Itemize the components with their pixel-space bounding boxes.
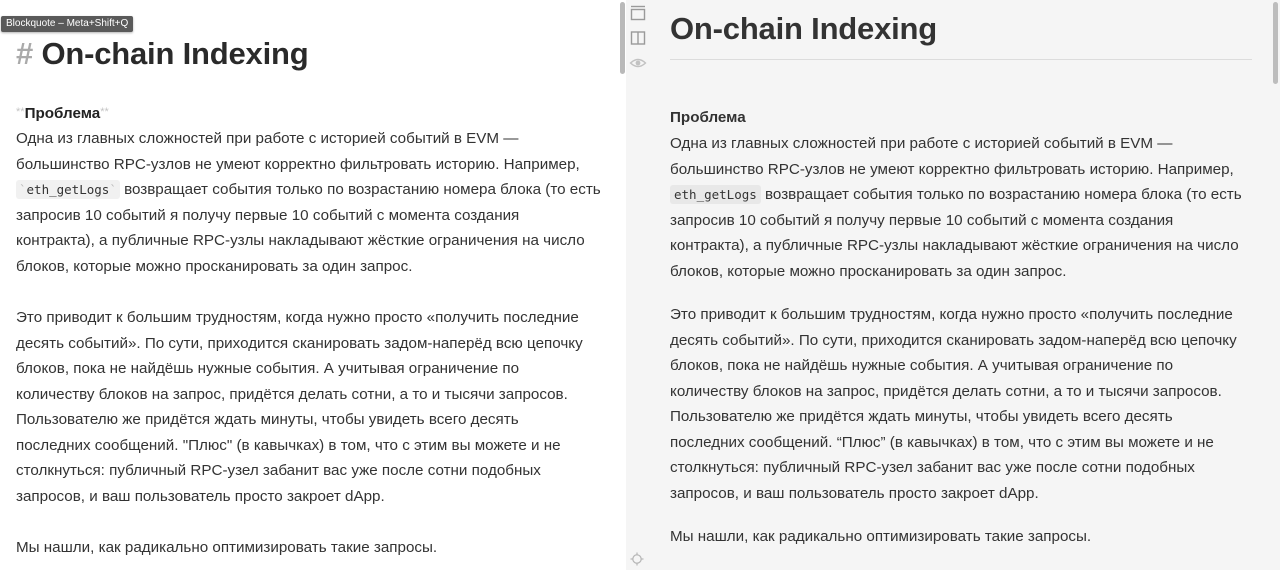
- preview-line: десять событий». По сути, приходится сканировать задом-наперёд всю цепочку: [670, 331, 1237, 349]
- heading-underline: [670, 59, 1252, 60]
- preview-line: Это приводит к большим трудностям, когда нужно просто «получить последние: [670, 306, 1233, 323]
- preview-line: большинство RPC-узлов не умеют корректно фильтровать историю. Например,: [670, 160, 1234, 178]
- editor-line: большинство RPC-узлов не умеют корректно фильтровать историю. Например,: [16, 155, 580, 173]
- preview-line: [670, 182, 1242, 208]
- inline-code-text: eth_getLogs: [26, 182, 110, 197]
- editor-line: столкнуться: публичный RPC-узел забанит вас уже после сотни подобных: [16, 462, 541, 479]
- preview-line: блоков, которые можно просканировать за один запрос.: [670, 262, 1067, 280]
- bold-marker-close: **: [100, 106, 109, 118]
- editor-paragraph-1: [16, 126, 601, 279]
- preview-scrollbar[interactable]: [1273, 2, 1278, 84]
- columns-icon[interactable]: [629, 29, 647, 47]
- editor-line: контракта), а публичные RPC-узлы накладывают жёсткие ограничения на число: [16, 232, 585, 249]
- editor-line-text: возвращает события только по возрастанию номера блока (то есть: [119, 181, 601, 198]
- editor-bold-title: Проблема: [24, 105, 101, 122]
- editor-paragraph-2: [16, 305, 583, 509]
- preview-paragraph-1: [670, 131, 1242, 284]
- editor-line: запросив 10 событий я получу первые 10 событий с момента создания: [16, 206, 520, 224]
- layout-top-icon[interactable]: [629, 4, 647, 22]
- preview-line: Одна из главных сложностей при работе с историей событий в EVM —: [670, 135, 1173, 152]
- editor-scrollbar[interactable]: [620, 2, 625, 74]
- markdown-editor-pane[interactable]: [0, 0, 626, 570]
- pane-divider[interactable]: [619, 0, 626, 570]
- bold-marker-open: **: [16, 106, 25, 118]
- preview-line: столкнуться: публичный RPC-узел забанит вас уже после сотни подобных: [670, 459, 1195, 476]
- preview-line: запросив 10 событий я получу первые 10 событий с момента создания: [670, 211, 1174, 229]
- editor-line: Одна из главных сложностей при работе с историей событий в EVM —: [16, 130, 519, 147]
- heading-marker: #: [16, 36, 34, 71]
- editor-heading-text: On-chain Indexing: [41, 36, 309, 71]
- preview-line: Пользователю же придётся ждать минуты, чтобы увидеть всего десять: [670, 408, 1173, 425]
- tooltip-blockquote: Blockquote – Meta+Shift+Q: [1, 16, 133, 32]
- editor-paragraph-3: Мы нашли, как радикально оптимизировать такие запросы.: [16, 539, 438, 556]
- editor-line: [16, 177, 601, 203]
- eye-icon[interactable]: [629, 54, 647, 72]
- editor-line: Это приводит к большим трудностям, когда нужно просто «получить последние: [16, 309, 579, 326]
- editor-line: количеству блоков на запрос, придётся делать сотни, а то и тысячи запросов.: [16, 385, 568, 403]
- editor-line: блоков, пока не найдёшь нужные события. А учитывая ограничение по: [16, 360, 520, 377]
- editor-heading-line: [16, 36, 308, 72]
- inline-code-source: [16, 180, 120, 199]
- editor-line: запросов, и ваш пользователь просто закроет dApp.: [16, 487, 385, 505]
- view-mode-toolbar: [629, 4, 647, 79]
- code-tick: `: [109, 182, 117, 197]
- markdown-preview-pane: [626, 0, 1280, 570]
- editor-line: блоков, которые можно просканировать за один запрос.: [16, 257, 413, 275]
- sync-scroll-crosshair-icon[interactable]: [630, 552, 644, 566]
- preview-paragraph-3: Мы нашли, как радикально оптимизировать такие запросы.: [670, 528, 1092, 545]
- inline-code: eth_getLogs: [670, 185, 761, 204]
- editor-bold-title-line: [16, 100, 109, 127]
- preview-bold-title: Проблема: [670, 109, 746, 126]
- preview-line: запросов, и ваш пользователь просто закроет dApp.: [670, 484, 1039, 502]
- editor-line: десять событий». По сути, приходится сканировать задом-наперёд всю цепочку: [16, 334, 583, 352]
- preview-line: последних сообщений. “Плюс” (в кавычках) в том, что с этим вы можете и не: [670, 433, 1214, 451]
- preview-heading: On-chain Indexing: [670, 11, 938, 46]
- editor-line: Пользователю же придётся ждать минуты, чтобы увидеть всего десять: [16, 411, 519, 428]
- preview-line-text: возвращает события только по возрастанию номера блока (то есть: [760, 186, 1242, 203]
- preview-line: количеству блоков на запрос, придётся делать сотни, а то и тысячи запросов.: [670, 382, 1222, 400]
- preview-paragraph-2: [670, 302, 1237, 506]
- editor-line: последних сообщений. "Плюс" (в кавычках) в том, что с этим вы можете и не: [16, 436, 561, 454]
- preview-line: контракта), а публичные RPC-узлы накладывают жёсткие ограничения на число: [670, 237, 1239, 254]
- preview-line: блоков, пока не найдёшь нужные события. А учитывая ограничение по: [670, 357, 1174, 374]
- code-tick: `: [19, 182, 27, 197]
